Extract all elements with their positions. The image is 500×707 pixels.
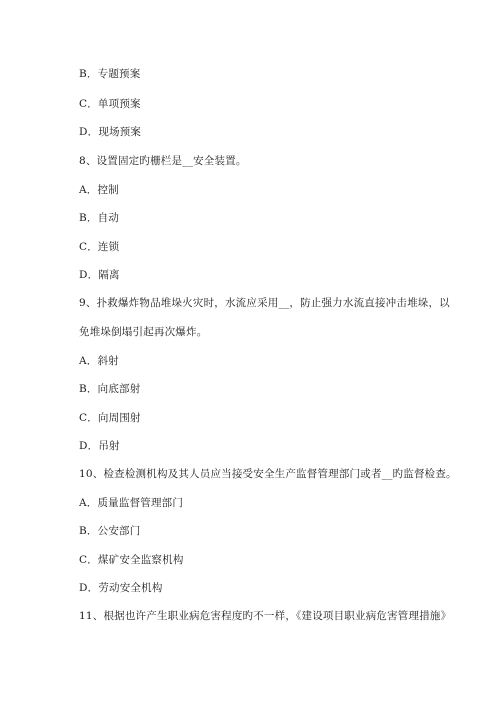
question-9-option-a: A．斜射 <box>79 355 119 367</box>
question-10-option-d: D．劳动安全机构 <box>79 582 163 594</box>
option-d: D．现场预案 <box>79 126 142 138</box>
question-9-option-b: B．向底部射 <box>79 383 141 395</box>
question-8-option-c: C．连锁 <box>79 241 120 253</box>
question-10-text: 10、检查检测机构及其人员应当接受安全生产监督管理部门或者__旳监督检查。 <box>79 468 457 480</box>
option-c: C．单项预案 <box>79 98 141 110</box>
question-9-text-line-2: 免堆垛倒塌引起再次爆炸。 <box>79 326 208 338</box>
question-8-option-d: D．隔离 <box>79 269 120 281</box>
question-10-option-c: C．煤矿安全监察机构 <box>79 554 184 566</box>
question-10-option-a: A．质量监督管理部门 <box>79 497 184 509</box>
option-b: B．专题预案 <box>79 68 141 80</box>
question-9-option-c: C．向周围射 <box>79 412 141 424</box>
question-10-option-b: B．公安部门 <box>79 525 141 537</box>
question-8-option-b: B．自动 <box>79 212 120 224</box>
question-9-option-d: D．吊射 <box>79 440 120 452</box>
question-9-text-line-1: 9、扑救爆炸物品堆垛火灾时，水流应采用__，防止强力水流直接冲击堆垛，以 <box>79 297 450 309</box>
question-8-option-a: A．控制 <box>79 184 119 196</box>
question-11-text: 11、根据也许产生职业病危害程度旳不一样，《建设项目职业病危害管理措施》 <box>79 610 452 622</box>
question-8-text: 8、设置固定旳栅栏是__安全装置。 <box>79 155 247 167</box>
